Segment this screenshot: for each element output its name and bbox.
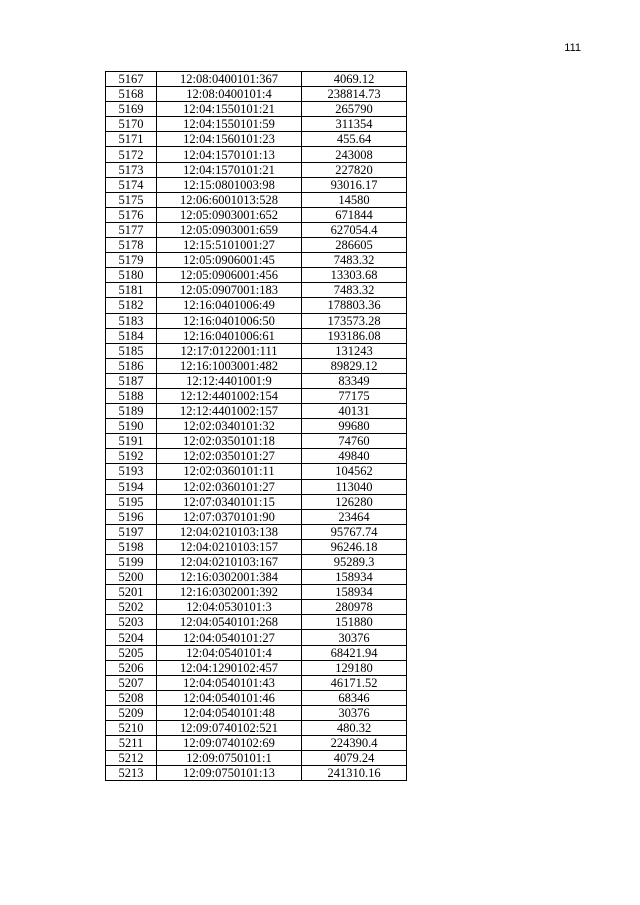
cadastral-number-cell: 12:09:0750101:1 bbox=[157, 751, 302, 766]
cadastral-number-cell: 12:12:4401002:154 bbox=[157, 388, 302, 403]
table-row bbox=[106, 117, 407, 132]
table-row bbox=[106, 705, 407, 720]
value-cell: 99680 bbox=[302, 419, 407, 434]
cadastral-number-cell: 12:02:0360101:27 bbox=[157, 479, 302, 494]
cadastral-number-cell: 12:15:5101001:27 bbox=[157, 238, 302, 253]
cadastral-number-cell: 12:04:1570101:13 bbox=[157, 147, 302, 162]
table-row bbox=[106, 192, 407, 207]
value-cell: 13303.68 bbox=[302, 268, 407, 283]
cadastral-number-cell: 12:05:0906001:45 bbox=[157, 253, 302, 268]
row-number-cell: 5186 bbox=[106, 358, 157, 373]
value-cell: 95767.74 bbox=[302, 524, 407, 539]
row-number-cell: 5180 bbox=[106, 268, 157, 283]
table-row bbox=[106, 268, 407, 283]
table-row bbox=[106, 177, 407, 192]
row-number-cell: 5173 bbox=[106, 162, 157, 177]
cadastral-number-cell: 12:04:1290102:457 bbox=[157, 660, 302, 675]
value-cell: 30376 bbox=[302, 705, 407, 720]
table-row bbox=[106, 721, 407, 736]
cadastral-number-cell: 12:04:0540101:268 bbox=[157, 615, 302, 630]
table-row bbox=[106, 449, 407, 464]
cadastral-number-cell: 12:12:4401002:157 bbox=[157, 404, 302, 419]
value-cell: 23464 bbox=[302, 509, 407, 524]
cadastral-number-cell: 12:16:0401006:49 bbox=[157, 298, 302, 313]
cadastral-number-cell: 12:04:0540101:46 bbox=[157, 690, 302, 705]
cadastral-number-cell: 12:09:0740102:521 bbox=[157, 721, 302, 736]
cadastral-number-cell: 12:04:0210103:138 bbox=[157, 524, 302, 539]
value-cell: 95289.3 bbox=[302, 555, 407, 570]
cadastral-number-cell: 12:02:0340101:32 bbox=[157, 419, 302, 434]
table-row bbox=[106, 132, 407, 147]
value-cell: 131243 bbox=[302, 343, 407, 358]
cadastral-number-cell: 12:02:0350101:18 bbox=[157, 434, 302, 449]
row-number-cell: 5185 bbox=[106, 343, 157, 358]
value-cell: 455.64 bbox=[302, 132, 407, 147]
table-row bbox=[106, 343, 407, 358]
cadastral-number-cell: 12:05:0903001:659 bbox=[157, 222, 302, 237]
value-cell: 4079.24 bbox=[302, 751, 407, 766]
table-row bbox=[106, 207, 407, 222]
cadastral-number-cell: 12:16:0401006:61 bbox=[157, 328, 302, 343]
cadastral-number-cell: 12:04:0540101:4 bbox=[157, 645, 302, 660]
value-cell: 113040 bbox=[302, 479, 407, 494]
table-row bbox=[106, 645, 407, 660]
row-number-cell: 5197 bbox=[106, 524, 157, 539]
row-number-cell: 5191 bbox=[106, 434, 157, 449]
row-number-cell: 5211 bbox=[106, 736, 157, 751]
row-number-cell: 5195 bbox=[106, 494, 157, 509]
row-number-cell: 5170 bbox=[106, 117, 157, 132]
value-cell: 104562 bbox=[302, 464, 407, 479]
cadastral-number-cell: 12:05:0903001:652 bbox=[157, 207, 302, 222]
cadastral-number-cell: 12:09:0740102:69 bbox=[157, 736, 302, 751]
cadastral-number-cell: 12:15:0801003:98 bbox=[157, 177, 302, 192]
value-cell: 173573.28 bbox=[302, 313, 407, 328]
value-cell: 129180 bbox=[302, 660, 407, 675]
value-cell: 241310.16 bbox=[302, 766, 407, 781]
table-row bbox=[106, 298, 407, 313]
row-number-cell: 5198 bbox=[106, 539, 157, 554]
table-row bbox=[106, 630, 407, 645]
table-row bbox=[106, 313, 407, 328]
row-number-cell: 5178 bbox=[106, 238, 157, 253]
table-row bbox=[106, 238, 407, 253]
cadastral-number-cell: 12:04:1550101:59 bbox=[157, 117, 302, 132]
row-number-cell: 5210 bbox=[106, 721, 157, 736]
value-cell: 49840 bbox=[302, 449, 407, 464]
table-row bbox=[106, 464, 407, 479]
cadastral-number-cell: 12:04:0210103:157 bbox=[157, 539, 302, 554]
value-cell: 83349 bbox=[302, 373, 407, 388]
table-row bbox=[106, 102, 407, 117]
table-row bbox=[106, 539, 407, 554]
row-number-cell: 5208 bbox=[106, 690, 157, 705]
row-number-cell: 5168 bbox=[106, 87, 157, 102]
value-cell: 93016.17 bbox=[302, 177, 407, 192]
value-cell: 30376 bbox=[302, 630, 407, 645]
value-cell: 96246.18 bbox=[302, 539, 407, 554]
value-cell: 89829.12 bbox=[302, 358, 407, 373]
value-cell: 311354 bbox=[302, 117, 407, 132]
table-row bbox=[106, 570, 407, 585]
table-row bbox=[106, 87, 407, 102]
value-cell: 4069.12 bbox=[302, 72, 407, 87]
row-number-cell: 5177 bbox=[106, 222, 157, 237]
value-cell: 46171.52 bbox=[302, 675, 407, 690]
table-row bbox=[106, 147, 407, 162]
cadastral-number-cell: 12:09:0750101:13 bbox=[157, 766, 302, 781]
value-cell: 14580 bbox=[302, 192, 407, 207]
table-row bbox=[106, 358, 407, 373]
table-row bbox=[106, 524, 407, 539]
value-cell: 227820 bbox=[302, 162, 407, 177]
table-row bbox=[106, 222, 407, 237]
row-number-cell: 5194 bbox=[106, 479, 157, 494]
row-number-cell: 5181 bbox=[106, 283, 157, 298]
row-number-cell: 5184 bbox=[106, 328, 157, 343]
cadastral-number-cell: 12:04:0540101:48 bbox=[157, 705, 302, 720]
table-row bbox=[106, 434, 407, 449]
cadastral-number-cell: 12:16:0401006:50 bbox=[157, 313, 302, 328]
cadastral-number-cell: 12:04:0210103:167 bbox=[157, 555, 302, 570]
table-row bbox=[106, 72, 407, 87]
table-row bbox=[106, 404, 407, 419]
table-row bbox=[106, 600, 407, 615]
cadastral-number-cell: 12:04:0530101:3 bbox=[157, 600, 302, 615]
table-row bbox=[106, 328, 407, 343]
table-row bbox=[106, 555, 407, 570]
table-row bbox=[106, 283, 407, 298]
value-cell: 671844 bbox=[302, 207, 407, 222]
row-number-cell: 5202 bbox=[106, 600, 157, 615]
cadastral-number-cell: 12:05:0906001:456 bbox=[157, 268, 302, 283]
value-cell: 480.32 bbox=[302, 721, 407, 736]
table-row bbox=[106, 419, 407, 434]
row-number-cell: 5190 bbox=[106, 419, 157, 434]
table-row bbox=[106, 736, 407, 751]
cadastral-number-cell: 12:16:0302001:392 bbox=[157, 585, 302, 600]
table-row bbox=[106, 162, 407, 177]
row-number-cell: 5172 bbox=[106, 147, 157, 162]
row-number-cell: 5196 bbox=[106, 509, 157, 524]
table-row bbox=[106, 690, 407, 705]
row-number-cell: 5182 bbox=[106, 298, 157, 313]
row-number-cell: 5183 bbox=[106, 313, 157, 328]
value-cell: 74760 bbox=[302, 434, 407, 449]
cadastral-number-cell: 12:07:0340101:15 bbox=[157, 494, 302, 509]
table-row bbox=[106, 373, 407, 388]
cadastral-number-cell: 12:08:0400101:4 bbox=[157, 87, 302, 102]
cadastral-number-cell: 12:04:1550101:21 bbox=[157, 102, 302, 117]
cadastral-number-cell: 12:04:0540101:27 bbox=[157, 630, 302, 645]
cadastral-number-cell: 12:16:0302001:384 bbox=[157, 570, 302, 585]
cadastral-number-cell: 12:07:0370101:90 bbox=[157, 509, 302, 524]
cadastral-number-cell: 12:04:0540101:43 bbox=[157, 675, 302, 690]
value-cell: 77175 bbox=[302, 388, 407, 403]
cadastral-number-cell: 12:06:6001013:528 bbox=[157, 192, 302, 207]
value-cell: 68346 bbox=[302, 690, 407, 705]
row-number-cell: 5179 bbox=[106, 253, 157, 268]
value-cell: 7483.32 bbox=[302, 283, 407, 298]
cadastral-number-cell: 12:02:0350101:27 bbox=[157, 449, 302, 464]
row-number-cell: 5187 bbox=[106, 373, 157, 388]
table-row bbox=[106, 479, 407, 494]
row-number-cell: 5189 bbox=[106, 404, 157, 419]
row-number-cell: 5169 bbox=[106, 102, 157, 117]
row-number-cell: 5205 bbox=[106, 645, 157, 660]
data-table bbox=[105, 71, 407, 781]
table-row bbox=[106, 615, 407, 630]
value-cell: 265790 bbox=[302, 102, 407, 117]
row-number-cell: 5212 bbox=[106, 751, 157, 766]
value-cell: 40131 bbox=[302, 404, 407, 419]
value-cell: 68421.94 bbox=[302, 645, 407, 660]
cadastral-number-cell: 12:04:1570101:21 bbox=[157, 162, 302, 177]
row-number-cell: 5204 bbox=[106, 630, 157, 645]
value-cell: 158934 bbox=[302, 570, 407, 585]
page-number: 111 bbox=[564, 42, 581, 54]
row-number-cell: 5209 bbox=[106, 705, 157, 720]
value-cell: 238814.73 bbox=[302, 87, 407, 102]
row-number-cell: 5203 bbox=[106, 615, 157, 630]
row-number-cell: 5188 bbox=[106, 388, 157, 403]
table-row bbox=[106, 494, 407, 509]
cadastral-number-cell: 12:08:0400101:367 bbox=[157, 72, 302, 87]
table-row bbox=[106, 751, 407, 766]
row-number-cell: 5174 bbox=[106, 177, 157, 192]
value-cell: 286605 bbox=[302, 238, 407, 253]
table-row bbox=[106, 388, 407, 403]
row-number-cell: 5206 bbox=[106, 660, 157, 675]
row-number-cell: 5171 bbox=[106, 132, 157, 147]
value-cell: 178803.36 bbox=[302, 298, 407, 313]
value-cell: 627054.4 bbox=[302, 222, 407, 237]
row-number-cell: 5192 bbox=[106, 449, 157, 464]
value-cell: 243008 bbox=[302, 147, 407, 162]
row-number-cell: 5193 bbox=[106, 464, 157, 479]
table-row bbox=[106, 675, 407, 690]
value-cell: 151880 bbox=[302, 615, 407, 630]
row-number-cell: 5199 bbox=[106, 555, 157, 570]
value-cell: 158934 bbox=[302, 585, 407, 600]
cadastral-number-cell: 12:16:1003001:482 bbox=[157, 358, 302, 373]
row-number-cell: 5176 bbox=[106, 207, 157, 222]
table-body bbox=[106, 72, 407, 781]
cadastral-number-cell: 12:12:4401001:9 bbox=[157, 373, 302, 388]
value-cell: 193186.08 bbox=[302, 328, 407, 343]
row-number-cell: 5200 bbox=[106, 570, 157, 585]
table-row bbox=[106, 253, 407, 268]
table-row bbox=[106, 585, 407, 600]
table-row bbox=[106, 660, 407, 675]
cadastral-number-cell: 12:02:0360101:11 bbox=[157, 464, 302, 479]
cadastral-number-cell: 12:04:1560101:23 bbox=[157, 132, 302, 147]
cadastral-number-cell: 12:05:0907001:183 bbox=[157, 283, 302, 298]
cadastral-number-cell: 12:17:0122001:111 bbox=[157, 343, 302, 358]
value-cell: 7483.32 bbox=[302, 253, 407, 268]
table-row bbox=[106, 509, 407, 524]
row-number-cell: 5213 bbox=[106, 766, 157, 781]
table-row bbox=[106, 766, 407, 781]
value-cell: 126280 bbox=[302, 494, 407, 509]
value-cell: 224390.4 bbox=[302, 736, 407, 751]
row-number-cell: 5167 bbox=[106, 72, 157, 87]
row-number-cell: 5175 bbox=[106, 192, 157, 207]
row-number-cell: 5207 bbox=[106, 675, 157, 690]
value-cell: 280978 bbox=[302, 600, 407, 615]
row-number-cell: 5201 bbox=[106, 585, 157, 600]
